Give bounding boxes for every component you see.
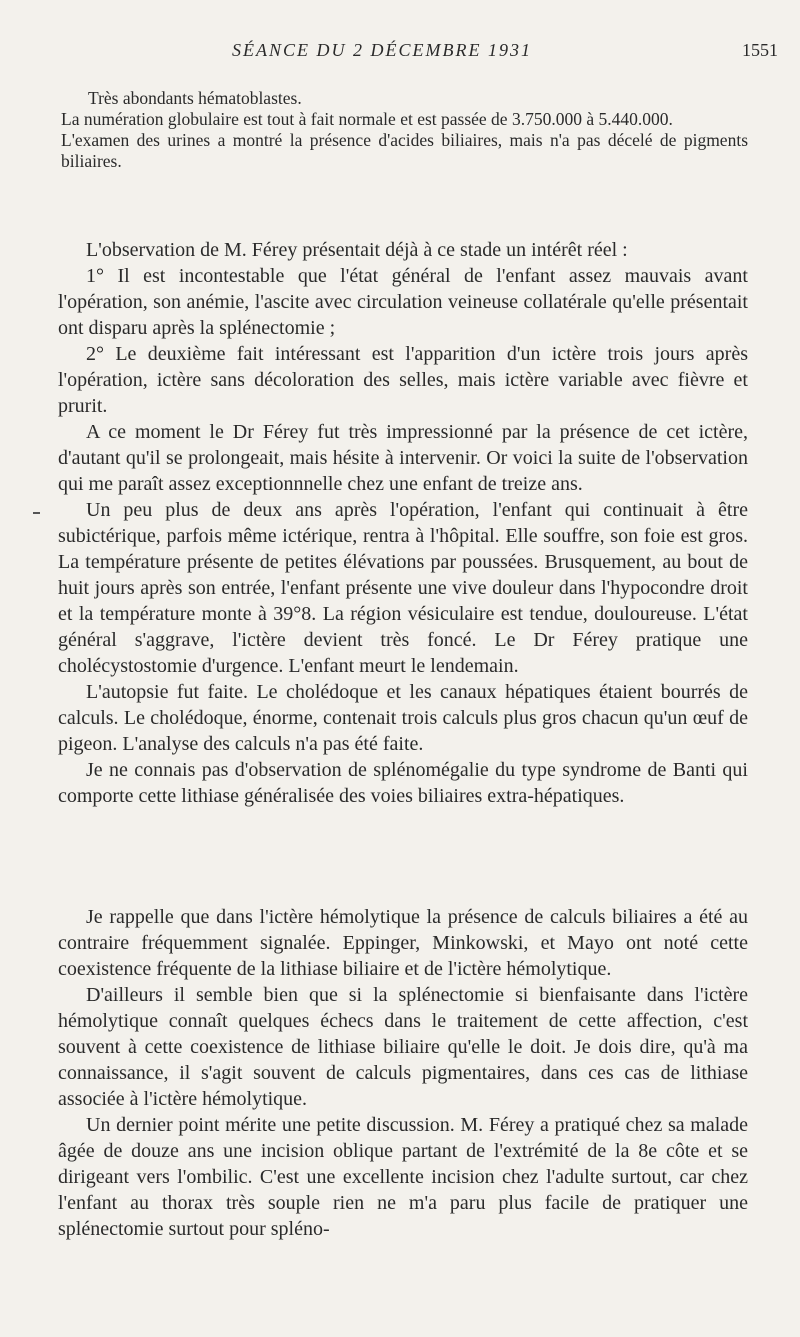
paragraph: Un dernier point mérite une petite discussion. M. Férey a pratiqué chez sa malade âgée de douze ans une incision oblique partant de l'extrémité de la 8e côte et se dirigeant vers l'ombilic. C'est une excellente incision chez l'adulte surtout, car chez l'enfant au thorax très souple rien ne m'a paru plus facile de pratiquer une splénectomie surtout pour spléno- [58,1114,748,1240]
paragraph: L'autopsie fut faite. Le cholédoque et les canaux hépatiques étaient bourrés de calculs. Le cholédoque, énorme, contenait trois calculs plus gros chacun qu'un œuf de pigeon. L'analyse des calculs n'a pas été faite. [58,681,748,755]
paragraph: L'examen des urines a montré la présence d'acides biliaires, mais n'a pas décelé de pigments biliaires. [61,130,748,171]
paragraph: Un peu plus de deux ans après l'opération, l'enfant qui continuait à être subictérique, parfois même ictérique, rentra à l'hôpital. Elle souffre, son foie est gros. La température présente de petites élévations par poussées. Brusquement, au bout de huit jours après son entrée, l'enfant présente une vive douleur dans l'hypocondre droit et la température monte à 39°8. La région vésiculaire est tendue, douloureuse. L'état général s'aggrave, l'ictère devient très foncé. Le Dr Férey pratique une cholécystostomie d'urgence. L'enfant meurt le lendemain. [58,499,748,677]
paragraph: Je ne connais pas d'observation de splénomégalie du type syndrome de Banti qui comporte cette lithiase généralisée des voies biliaires extra-hépatiques. [58,759,748,807]
paragraph: 2° Le deuxième fait intéressant est l'apparition d'un ictère trois jours après l'opération, ictère sans décoloration des selles, mais ictère variable avec fièvre et prurit. [58,343,748,417]
paragraph: Je rappelle que dans l'ictère hémolytique la présence de calculs biliaires a été au contraire fréquemment signalée. Eppinger, Minkowski, et Mayo ont noté cette coexistence fréquente de la lithiase biliaire et de l'ictère hémolytique. [58,906,748,980]
page-header [0,40,800,64]
paragraph: Très abondants hématoblastes. [88,88,302,108]
paragraph: La numération globulaire est tout à fait normale et est passée de 3.750.000 à 5.440.000. [61,109,673,129]
page-number: 1551 [742,40,778,60]
paragraph: D'ailleurs il semble bien que si la splénectomie si bienfaisante dans l'ictère hémolytique connaît quelques échecs dans le traitement de cette affection, c'est souvent à cette coexistence de lithiase biliaire qu'elle le doit. Je dois dire, qu'à ma connaissance, il s'agit souvent de calculs pigmentaires, dans ces cas de lithiase associée à l'ictère hémolytique. [58,984,748,1110]
discussion-block [58,904,748,1242]
running-head: SÉANCE DU 2 DÉCEMBRE 1931 [232,40,532,60]
paragraph: A ce moment le Dr Férey fut très impressionné par la présence de cet ictère, d'autant qu'il se prolongeait, mais hésite à intervenir. Or voici la suite de l'observation qui me paraît assez exceptionnnelle chez une enfant de treize ans. [58,421,748,495]
observation-block [58,237,748,809]
margin-mark [33,512,40,514]
lab-results-block [61,88,748,172]
paragraph: L'observation de M. Férey présentait déjà à ce stade un intérêt réel : [86,239,628,261]
paragraph: 1° Il est incontestable que l'état général de l'enfant assez mauvais avant l'opération, son anémie, l'ascite avec circulation veineuse collatérale qu'elle présentait ont disparu après la splénectomie ; [58,265,748,339]
